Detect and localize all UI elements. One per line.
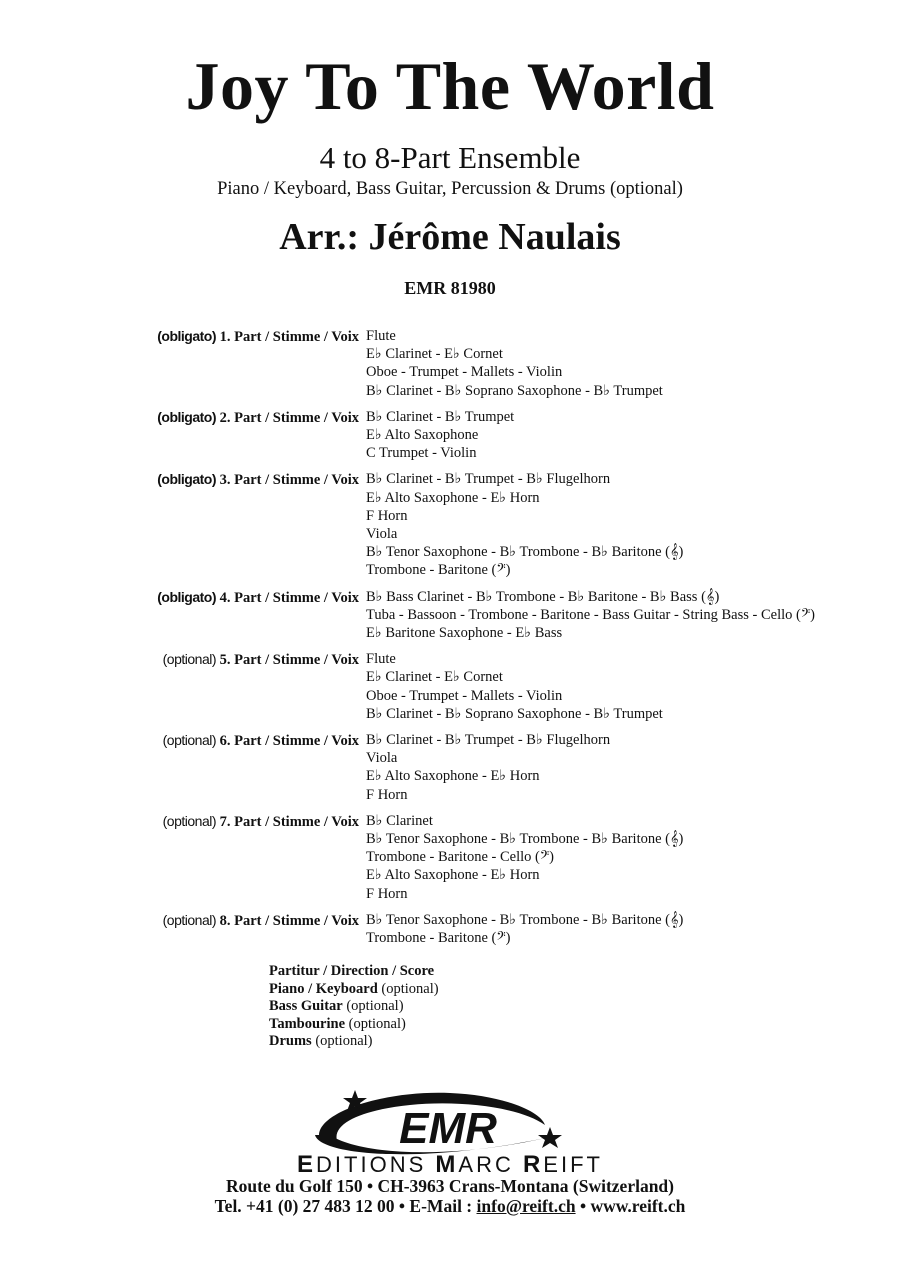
part-status: (optional) [162, 651, 217, 668]
extras-list [269, 963, 439, 1051]
part-number: 1. Part / Stimme / Voix [219, 329, 359, 345]
instrumentation-main: Piano / Keyboard, Bass Guitar, Percussion & Drums [217, 179, 606, 199]
part-number: 7. Part / Stimme / Voix [219, 813, 359, 830]
instrument-line: C Trumpet - Violin [366, 445, 477, 462]
part-number: 3. Part / Stimme / Voix [219, 472, 359, 489]
part-status: (optional) [162, 812, 217, 829]
instrument-line: E♭ Baritone Saxophone - E♭ Bass [366, 625, 563, 642]
instrumentation-line [0, 180, 900, 199]
extra-item [269, 998, 439, 1016]
instrument-line: B♭ Tenor Saxophone - B♭ Trombone - B♭ Baritone (𝄞) [366, 911, 684, 928]
part-instruments [366, 588, 900, 643]
part-instruments [366, 812, 900, 903]
part-row [0, 588, 900, 643]
instrument-line: E♭ Alto Saxophone - E♭ Horn [366, 867, 540, 884]
extra-item [269, 1016, 439, 1034]
part-row [0, 731, 900, 804]
instrument-line: Trombone - Baritone - Cello (𝄢) [366, 849, 554, 866]
instrument-line: Tuba - Bassoon - Trombone - Baritone - Bass Guitar - String Bass - Cello (𝄢) [366, 606, 816, 623]
instrument-line: Oboe - Trumpet - Mallets - Violin [366, 364, 563, 381]
part-instruments [366, 731, 900, 804]
instrument-line: F Horn [366, 786, 408, 803]
instrument-line: Trombone - Baritone (𝄢) [366, 930, 511, 947]
instrument-line: B♭ Clarinet - B♭ Soprano Saxophone - B♭ Trumpet [366, 705, 663, 722]
part-label [0, 470, 366, 579]
instrument-line: Flute [366, 328, 396, 344]
instrument-line: E♭ Alto Saxophone [366, 427, 479, 444]
catalog-code: EMR 81980 [404, 278, 496, 298]
instrument-line: Viola [366, 750, 398, 767]
part-instruments [366, 470, 900, 579]
part-status: (obligato) [157, 588, 217, 605]
part-status: (optional) [162, 732, 217, 749]
part-label [0, 911, 366, 947]
extra-name: Drums [269, 1033, 312, 1049]
part-label [0, 408, 366, 463]
instrument-line: Viola [366, 526, 398, 543]
part-number: 8. Part / Stimme / Voix [219, 912, 359, 929]
publisher-initial: E [297, 1151, 317, 1178]
contact-email[interactable]: info@reift.ch [476, 1196, 576, 1216]
contact-tel: Tel. +41 (0) 27 483 12 00 • E-Mail : [214, 1196, 477, 1216]
part-status: (obligato) [157, 471, 217, 488]
parts-list [0, 327, 900, 955]
extra-name: Piano / Keyboard [269, 980, 378, 997]
arranger: Arr.: Jérôme Naulais [279, 216, 621, 258]
publisher-word: DITIONS [316, 1152, 436, 1177]
extra-note: (optional) [346, 998, 404, 1014]
instrument-line: E♭ Alto Saxophone - E♭ Horn [366, 768, 540, 785]
part-status: (optional) [162, 911, 217, 928]
part-number: 4. Part / Stimme / Voix [219, 589, 359, 606]
extra-note: (optional) [348, 1015, 406, 1032]
instrument-line: B♭ Clarinet - B♭ Trumpet - B♭ Flugelhorn [366, 732, 611, 749]
part-row [0, 911, 900, 947]
part-status: (obligato) [157, 408, 217, 425]
part-label [0, 650, 366, 723]
instrument-line: E♭ Clarinet - E♭ Cornet [366, 669, 503, 686]
part-row [0, 812, 900, 903]
instrument-line: F Horn [366, 507, 408, 524]
extra-item [269, 963, 439, 981]
part-instruments [366, 408, 900, 463]
part-label [0, 327, 366, 400]
instrument-line: Trombone - Baritone (𝄢) [366, 562, 511, 579]
publisher-name [0, 1153, 900, 1177]
part-row [0, 650, 900, 723]
extra-note: (optional) [381, 980, 439, 997]
subtitle: 4 to 8-Part Ensemble [319, 140, 581, 175]
part-number: 2. Part / Stimme / Voix [219, 409, 359, 426]
instrument-line: B♭ Clarinet - B♭ Trumpet [366, 408, 515, 425]
extra-item [269, 1033, 439, 1051]
instrument-line: F Horn [366, 885, 408, 902]
logo-star-right [538, 1127, 562, 1148]
part-instruments [366, 650, 900, 723]
instrument-line: B♭ Clarinet [366, 812, 433, 829]
instrument-line: Flute [366, 651, 396, 668]
instrument-line: B♭ Tenor Saxophone - B♭ Trombone - B♭ Baritone (𝄞) [366, 544, 684, 561]
publisher-initial: M [435, 1151, 459, 1178]
part-row [0, 408, 900, 463]
contact-web[interactable]: • www.reift.ch [575, 1196, 686, 1216]
part-status: (obligato) [157, 328, 217, 344]
instrument-line: B♭ Tenor Saxophone - B♭ Trombone - B♭ Baritone (𝄞) [366, 831, 684, 848]
page-title: Joy To The World [185, 48, 715, 124]
instrument-line: B♭ Clarinet - B♭ Soprano Saxophone - B♭ Trumpet [366, 382, 663, 399]
extra-name: Tambourine [269, 1015, 346, 1032]
publisher-word: EIFT [543, 1152, 603, 1177]
part-label [0, 812, 366, 903]
publisher-address: Route du Golf 150 • CH-3963 Crans-Montana (Switzerland) [226, 1176, 674, 1196]
extra-name: Bass Guitar [269, 998, 343, 1014]
instrumentation-optional: (optional) [609, 179, 683, 199]
publisher-contact [0, 1198, 900, 1216]
instrument-line: B♭ Clarinet - B♭ Trumpet - B♭ Flugelhorn [366, 471, 611, 488]
publisher-initial: R [522, 1151, 544, 1178]
part-row [0, 327, 900, 400]
part-number: 5. Part / Stimme / Voix [219, 652, 359, 669]
extra-item [269, 981, 439, 999]
instrument-line: E♭ Clarinet - E♭ Cornet [366, 346, 503, 363]
part-instruments [366, 911, 900, 947]
instrument-line: Oboe - Trumpet - Mallets - Violin [366, 687, 563, 704]
part-number: 6. Part / Stimme / Voix [219, 733, 359, 750]
part-label [0, 731, 366, 804]
instrument-line: B♭ Bass Clarinet - B♭ Trombone - B♭ Baritone - B♭ Bass (𝄞) [366, 588, 720, 605]
part-instruments [366, 327, 900, 400]
instrument-line: E♭ Alto Saxophone - E♭ Horn [366, 489, 540, 506]
extra-note: (optional) [315, 1033, 373, 1049]
logo-text: EMR [399, 1104, 497, 1153]
extra-name: Partitur / Direction / Score [269, 963, 435, 979]
part-row [0, 470, 900, 579]
publisher-word: ARC [458, 1152, 523, 1177]
part-label [0, 588, 366, 643]
